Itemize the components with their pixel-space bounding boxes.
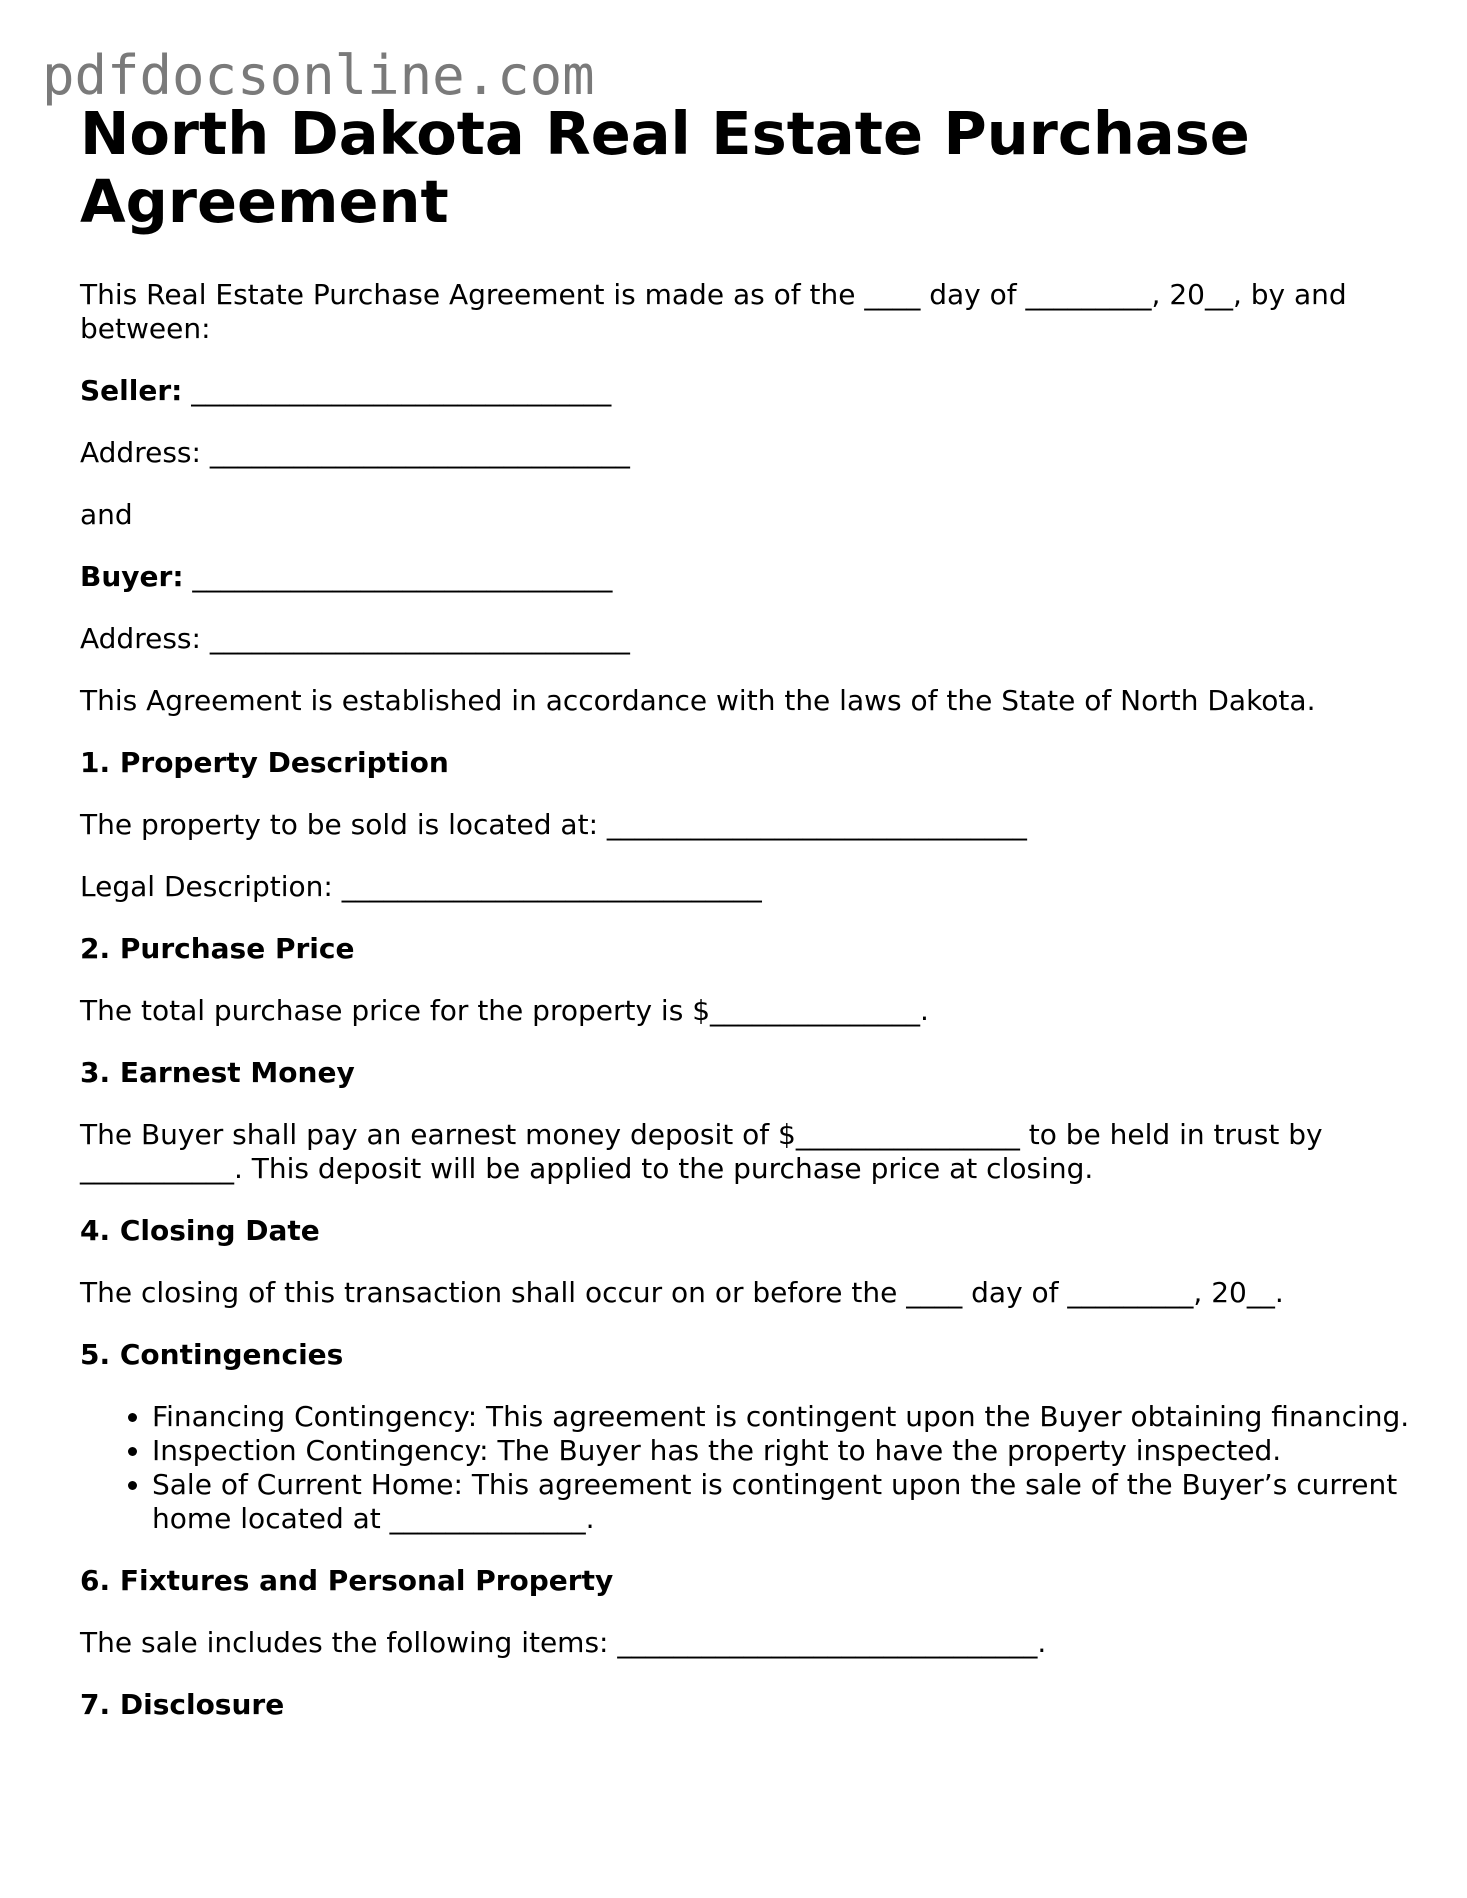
section-contingencies-heading: 5. Contingencies xyxy=(80,1338,344,1371)
fixtures-line: The sale includes the following items: ______________________________. xyxy=(80,1626,1047,1659)
and-text: and xyxy=(80,498,133,531)
document-page xyxy=(80,100,1410,1722)
section-price-heading: 2. Purchase Price xyxy=(80,932,355,965)
buyer-line xyxy=(80,560,1410,594)
seller-address-line: Address: ______________________________ xyxy=(80,436,630,469)
watermark: pdfdocsonline.com xyxy=(42,44,595,107)
section-property-heading: 1. Property Description xyxy=(80,746,449,779)
governing-law-text: This Agreement is established in accordance with the laws of the State of North Dakota. xyxy=(80,684,1316,717)
seller-name-blank: ______________________________ xyxy=(182,374,612,407)
property-location-line: The property to be sold is located at: ______________________________ xyxy=(80,808,1027,841)
contingencies-list xyxy=(80,1400,1410,1536)
section-fixtures-heading: 6. Fixtures and Personal Property xyxy=(80,1564,614,1597)
section-earnest-heading: 3. Earnest Money xyxy=(80,1056,355,1089)
earnest-money-text: The Buyer shall pay an earnest money deposit of $________________ to be held in trust by ___________. This deposit will be applied to the purchase price at closing. xyxy=(80,1118,1323,1185)
list-item: • Financing Contingency: This agreement is contingent upon the Buyer obtaining financing. xyxy=(152,1400,1410,1434)
buyer-address-line: Address: ______________________________ xyxy=(80,622,630,655)
seller-line xyxy=(80,374,1410,408)
legal-description-line: Legal Description: ______________________________ xyxy=(80,870,762,903)
page-title: North Dakota Real Estate Purchase Agreement xyxy=(80,99,1250,236)
closing-date-line: The closing of this transaction shall occur on or before the ____ day of _________, 20__. xyxy=(80,1276,1284,1309)
seller-label: Seller: xyxy=(80,374,183,407)
buyer-name-blank: ______________________________ xyxy=(183,560,613,593)
list-item: • Sale of Current Home: This agreement is contingent upon the sale of the Buyer’s current home located at ______________. xyxy=(152,1468,1410,1536)
section-disclosure-heading: 7. Disclosure xyxy=(80,1688,285,1721)
intro-paragraph: This Real Estate Purchase Agreement is made as of the ____ day of _________, 20__, by and between: xyxy=(80,278,1347,345)
list-item: • Inspection Contingency: The Buyer has the right to have the property inspected. xyxy=(152,1434,1410,1468)
purchase-price-line: The total purchase price for the property is $_______________. xyxy=(80,994,929,1027)
buyer-label: Buyer: xyxy=(80,560,184,593)
section-closing-heading: 4. Closing Date xyxy=(80,1214,320,1247)
